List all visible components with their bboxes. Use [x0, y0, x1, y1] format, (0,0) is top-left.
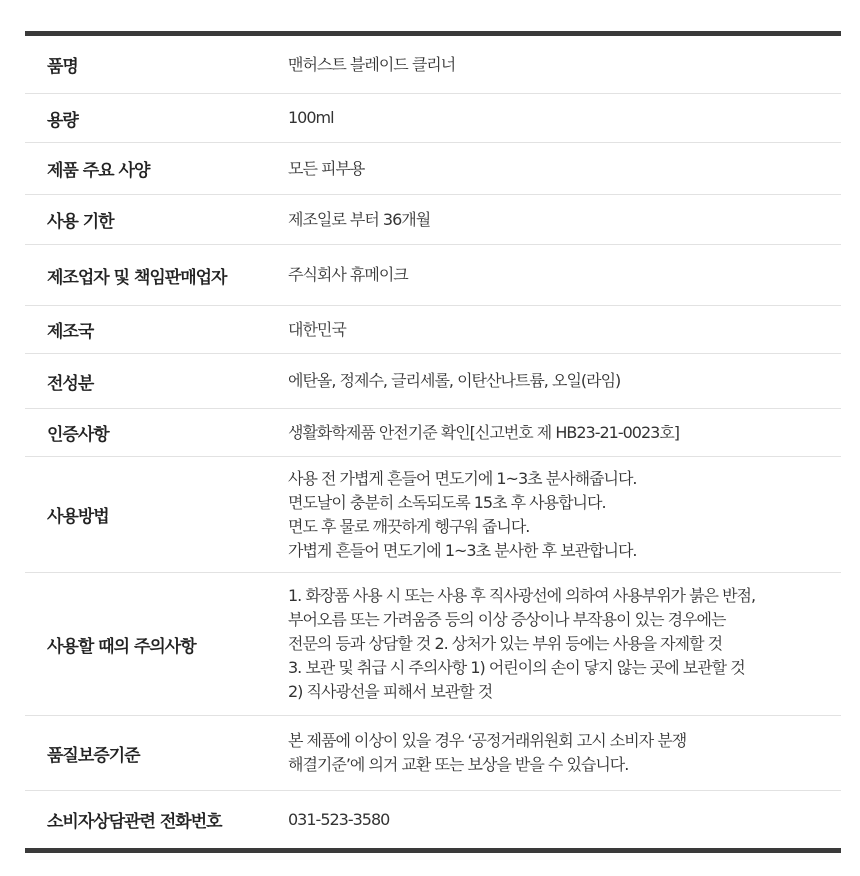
value-line: 대한민국 — [288, 319, 346, 339]
table-row — [25, 36, 841, 94]
value-line: 해결기준’에 의거 교환 또는 보상을 받을 수 있습니다. — [288, 755, 629, 774]
table-row — [25, 354, 841, 409]
table-row — [25, 716, 841, 791]
row-label: 사용 기한 — [47, 212, 114, 232]
row-value — [288, 808, 841, 832]
row-value — [288, 584, 841, 704]
value-line: 모든 피부용 — [288, 158, 365, 178]
row-value — [288, 208, 841, 232]
row-label: 제조업자 및 책임판매업자 — [47, 267, 227, 288]
value-line: 면도날이 충분히 소독되도록 15초 후 사용합니다. — [288, 492, 606, 512]
table-row — [25, 195, 841, 245]
row-label: 품질보증기준 — [47, 745, 140, 766]
row-label: 소비자상담관련 전화번호 — [47, 812, 222, 832]
row-label: 사용할 때의 주의사항 — [47, 636, 196, 657]
row-value — [288, 729, 841, 777]
value-line: 1. 화장품 사용 시 또는 사용 후 직사광선에 의하여 사용부위가 붉은 반점, — [288, 586, 756, 605]
table-row — [25, 306, 841, 354]
value-line: 3. 보관 및 취급 시 주의사항 1) 어린이의 손이 닿지 않는 곳에 보관할 것 — [288, 658, 745, 677]
value-line: 생활화학제품 안전기준 확인[신고번호 제 HB23-21-0023호] — [288, 422, 680, 442]
value-line: 2) 직사광선을 피해서 보관할 것 — [288, 682, 493, 701]
product-info-table — [25, 31, 841, 853]
table-row — [25, 94, 841, 143]
value-line: 면도 후 물로 깨끗하게 헹구워 줍니다. — [288, 516, 530, 536]
table-row — [25, 143, 841, 195]
value-line: 전문의 등과 상담할 것 2. 상처가 있는 부위 등에는 사용을 자제할 것 — [288, 634, 723, 653]
value-line: 주식회사 휴메이크 — [288, 265, 408, 284]
row-value — [288, 369, 841, 393]
row-label: 인증사항 — [47, 425, 109, 445]
table-row — [25, 409, 841, 457]
row-label: 제품 주요 사양 — [47, 161, 150, 181]
row-label: 제조국 — [47, 322, 94, 342]
value-line: 제조일로 부터 36개월 — [288, 209, 431, 229]
row-value — [288, 53, 841, 77]
row-label: 품명 — [47, 57, 78, 77]
table-row — [25, 573, 841, 716]
value-line: 부어오름 또는 가려움증 등의 이상 증상이나 부작용이 있는 경우에는 — [288, 610, 726, 629]
value-line: 에탄올, 정제수, 글리세롤, 이탄산나트륨, 오일(라임) — [288, 371, 621, 390]
table-row — [25, 245, 841, 306]
row-value — [288, 421, 841, 445]
row-label: 사용방법 — [47, 507, 109, 527]
value-line: 031-523-3580 — [288, 809, 390, 829]
value-line: 사용 전 가볍게 흔들어 면도기에 1~3초 분사해줍니다. — [288, 468, 637, 488]
table-row — [25, 457, 841, 573]
table-row — [25, 791, 841, 848]
row-value — [288, 263, 841, 287]
value-line: 맨허스트 블레이드 클리너 — [288, 54, 456, 74]
value-line: 100ml — [288, 108, 334, 127]
row-label: 용량 — [47, 110, 78, 131]
row-value — [288, 467, 841, 563]
value-line: 가볍게 흔들어 면도기에 1~3초 분사한 후 보관합니다. — [288, 540, 637, 560]
row-value — [288, 106, 841, 130]
value-line: 본 제품에 이상이 있을 경우 ‘공정거래위원회 고시 소비자 분쟁 — [288, 731, 687, 750]
row-value — [288, 157, 841, 181]
row-label: 전성분 — [47, 373, 94, 394]
row-value — [288, 318, 841, 342]
